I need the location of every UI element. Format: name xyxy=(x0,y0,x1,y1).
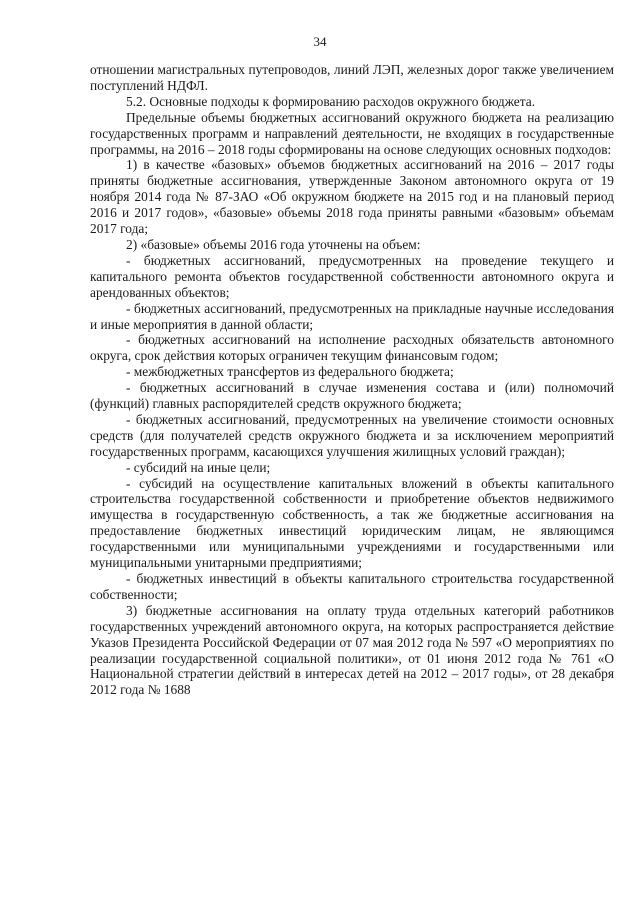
bullet-item: - субсидий на осуществление капитальных вложений в объекты капитального строительства государственной собственности и приобретение объектов недвижимого имущества в государственную собственность, а так же бюджетные ассигнования на предоставление бюджетных инвестиций юридическим лицам, не являющимся государственными или муниципальными учреждениями и государственными или муниципальными унитарными предприятиями; xyxy=(90,475,614,571)
bullet-item: - субсидий на иные цели; xyxy=(126,459,271,475)
list-item-1: 1) в качестве «базовых» объемов бюджетных ассигнований на 2016 – 2017 годы приняты бюджетные ассигнования, утвержденные Законом автономного округа от 19 ноября 2014 года № 87-ЗАО «Об окружном бюджете на 2015 год и на плановый период 2016 и 2017 годов», «базовые» объемы 2018 года приняты равными «базовым» объемам 2017 года; xyxy=(90,157,614,237)
paragraph-intro: Предельные объемы бюджетных ассигнований окружного бюджета на реализацию государственных программ и направлений деятельности, не входящих в государственные программы, на 2016 – 2018 годы сформированы на основе следующих основных подходов: xyxy=(90,109,614,157)
bullet-item: - бюджетных ассигнований, предусмотренных на проведение текущего и капитального ремонта объектов государственной собственности автономного округа и арендованных объектов; xyxy=(90,252,614,300)
document-body xyxy=(90,62,614,698)
section-heading: 5.2. Основные подходы к формированию расходов окружного бюджета. xyxy=(126,93,536,109)
list-item-2: 2) «базовые» объемы 2016 года уточнены на объем: xyxy=(126,236,421,252)
bullet-item: - бюджетных инвестиций в объекты капитального строительства государственной собственности; xyxy=(90,571,614,602)
bullet-item: - межбюджетных трансфертов из федерального бюджета; xyxy=(126,364,454,380)
page-number: 34 xyxy=(313,34,327,49)
bullet-item: - бюджетных ассигнований, предусмотренных на прикладные научные исследования и иные мероприятия в данной области; xyxy=(90,300,614,332)
bullet-item: - бюджетных ассигнований в случае изменения состава и (или) полномочий (функций) главных распорядителей средств окружного бюджета; xyxy=(90,380,614,412)
paragraph-continuation: отношении магистральных путепроводов, линий ЛЭП, железных дорог также увеличением поступлений НДФЛ. xyxy=(90,62,614,93)
bullet-item: - бюджетных ассигнований, предусмотренных на увеличение стоимости основных средств (для получателей средств окружного бюджета и за исключением мероприятий государственных программ, касающихся улучшения жилищных условий граждан); xyxy=(90,411,614,459)
list-item-3: 3) бюджетные ассигнования на оплату труда отдельных категорий работников государственных учреждений автономного округа, на которых распространяется действие Указов Президента Российской Федерации от 07 мая 2012 года № 597 «О мероприятиях по реализации государственной социальной политики», от 01 июня 2012 года № 761 «О Национальной стратегии действий в интересах детей на 2012 – 2017 годы», от 28 декабря 2012 года № 1688 xyxy=(90,602,614,698)
bullet-item: - бюджетных ассигнований на исполнение расходных обязательств автономного округа, срок действия которых ограничен текущим финансовым годом; xyxy=(90,332,614,364)
